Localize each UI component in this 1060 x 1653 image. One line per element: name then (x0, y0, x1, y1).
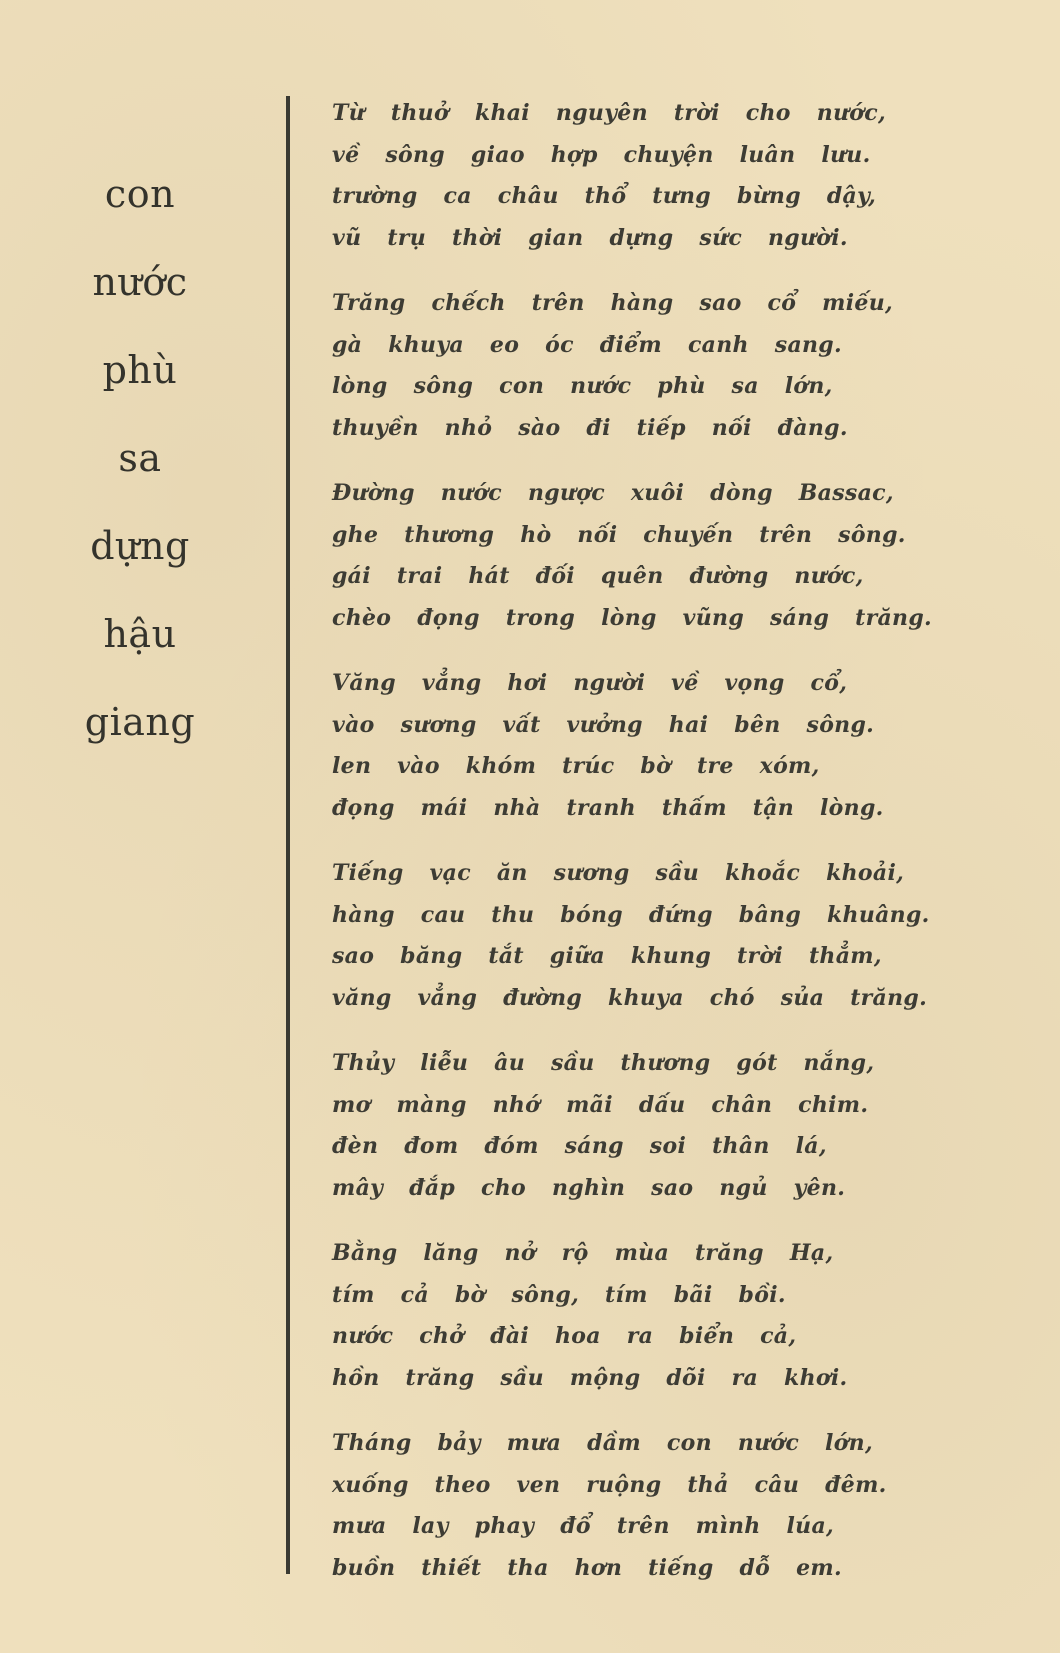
stanza (332, 473, 932, 639)
poem-line: xuống theo ven ruộng thả câu đêm. (332, 1471, 887, 1498)
poem-line: mơ màng nhớ mãi dấu chân chim. (332, 1091, 869, 1118)
vertical-rule (286, 96, 290, 1574)
title-word: dựng (90, 524, 190, 568)
poem-line: buồn thiết tha hơn tiếng dỗ em. (332, 1554, 842, 1581)
poem-line: nước chở đài hoa ra biển cả, (332, 1323, 797, 1349)
poem-line: mây đắp cho nghìn sao ngủ yên. (332, 1174, 846, 1201)
poem-line: gái trai hát đối quên đường nước, (332, 563, 864, 589)
title-word: giang (84, 700, 196, 744)
poem-line: vũ trụ thời gian dựng sức người. (332, 224, 848, 251)
stanza (332, 1423, 932, 1589)
poem-line: mưa lay phay đổ trên mình lúa, (332, 1513, 834, 1539)
poem-line: Văng vẳng hơi người về vọng cổ, (332, 670, 848, 696)
poem-line: thuyền nhỏ sào đi tiếp nối đàng. (332, 414, 848, 441)
poem-line: len vào khóm trúc bờ tre xóm, (332, 753, 820, 779)
stanza (332, 1233, 932, 1399)
poem-line: hồn trăng sầu mộng dõi ra khơi. (332, 1364, 848, 1391)
poem-line: tím cả bờ sông, tím bãi bồi. (332, 1281, 786, 1308)
poem-line: Trăng chếch trên hàng sao cổ miếu, (332, 290, 893, 316)
poem-line: vào sương vất vưởng hai bên sông. (332, 711, 875, 738)
title-word: sa (118, 436, 162, 480)
title-word: hậu (103, 612, 177, 656)
poem-line: về sông giao hợp chuyện luân lưu. (332, 141, 871, 168)
stanza (332, 283, 932, 449)
poem-title (60, 150, 220, 766)
poem-line: đèn đom đóm sáng soi thân lá, (332, 1133, 827, 1159)
poem-line: đọng mái nhà tranh thấm tận lòng. (332, 794, 884, 821)
poem-line: sao băng tắt giữa khung trời thẳm, (332, 943, 882, 969)
poem-line: Từ thuở khai nguyên trời cho nước, (332, 100, 886, 126)
poem-line: Đường nước ngược xuôi dòng Bassac, (332, 480, 894, 506)
poem-body (332, 93, 932, 1613)
poem-line: chèo đọng trong lòng vũng sáng trăng. (332, 604, 932, 631)
poem-line: lòng sông con nước phù sa lớn, (332, 373, 833, 399)
stanza (332, 93, 932, 259)
poem-line: ghe thương hò nối chuyến trên sông. (332, 521, 906, 548)
poem-line: Bằng lăng nở rộ mùa trăng Hạ, (332, 1240, 834, 1266)
poem-line: Thủy liễu âu sầu thương gót nắng, (332, 1050, 875, 1076)
stanza (332, 853, 932, 1019)
poem-line: văng vẳng đường khuya chó sủa trăng. (332, 984, 928, 1011)
stanza (332, 1043, 932, 1209)
title-word: con (104, 172, 176, 216)
stanza (332, 663, 932, 829)
poem-line: hàng cau thu bóng đứng bâng khuâng. (332, 901, 930, 928)
poem-line: gà khuya eo óc điểm canh sang. (332, 331, 842, 358)
poem-line: Tháng bảy mưa dầm con nước lớn, (332, 1430, 873, 1456)
poem-line: Tiếng vạc ăn sương sầu khoắc khoải, (332, 860, 905, 886)
title-word: nước (92, 260, 188, 304)
title-word: phù (102, 348, 178, 392)
poem-line: trường ca châu thổ tưng bừng dậy, (332, 183, 877, 209)
